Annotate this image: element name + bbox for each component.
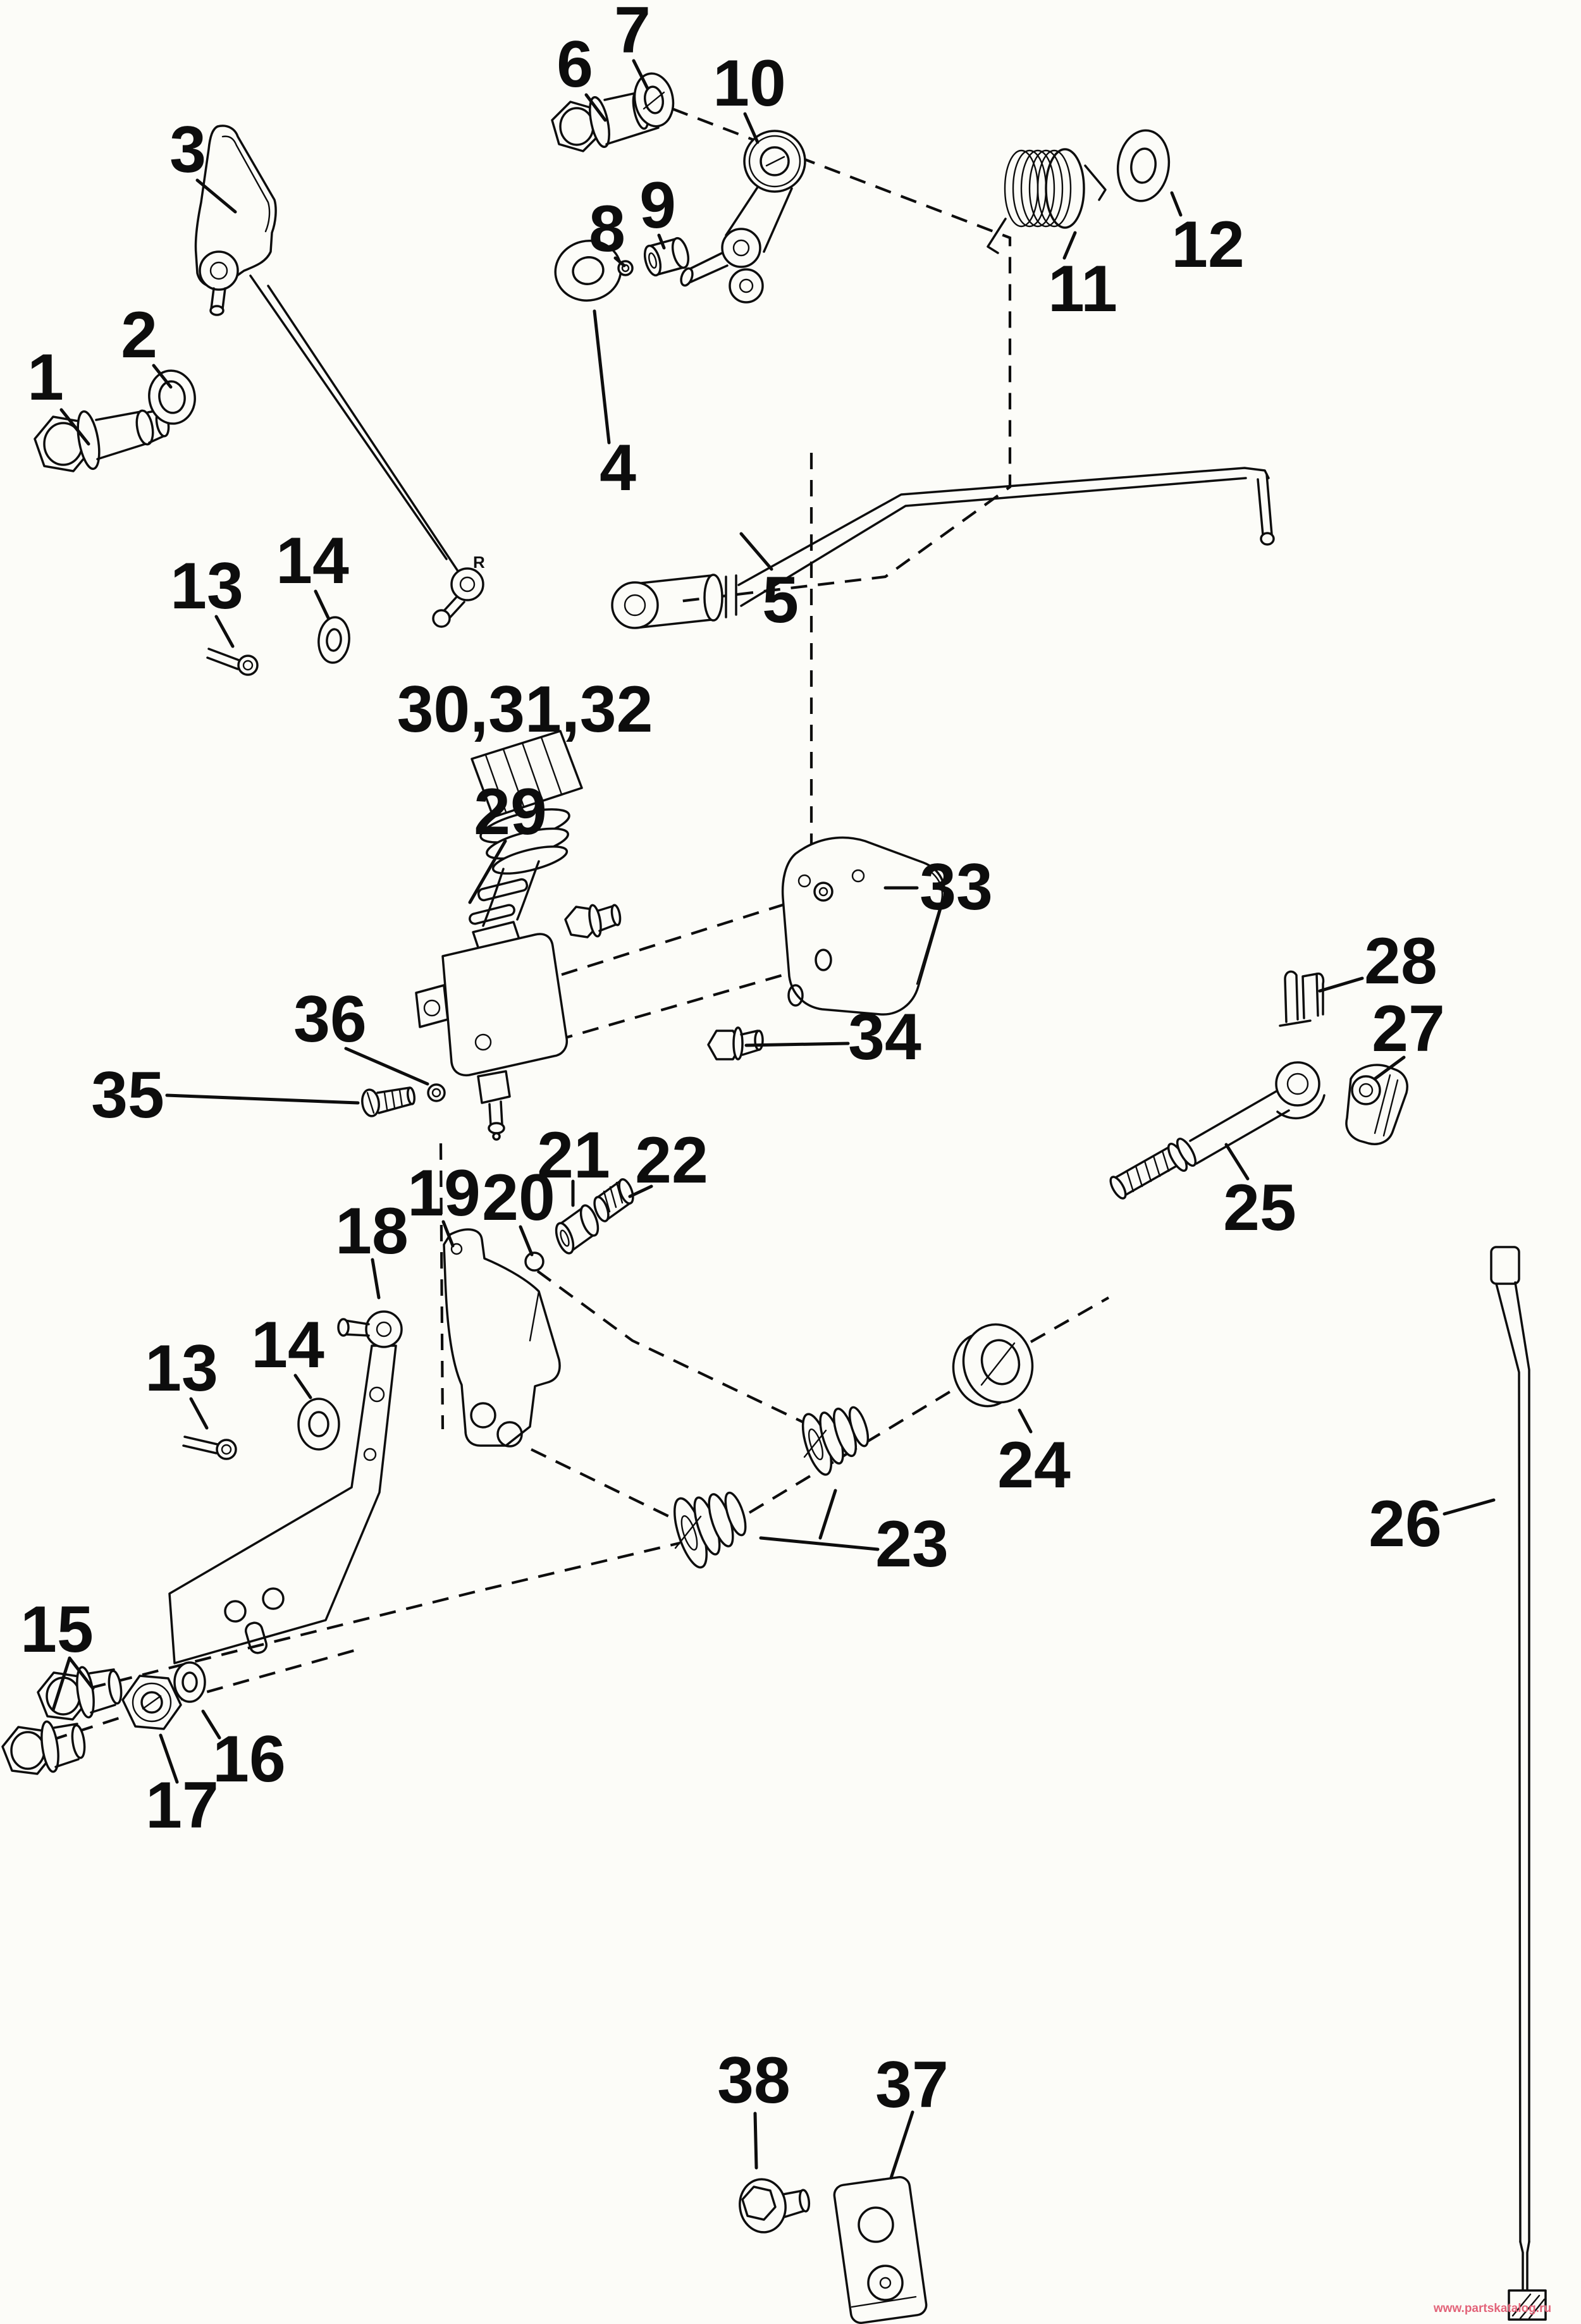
callout-13-lower: 13 [145, 1332, 218, 1405]
part-14-washer-lower [298, 1399, 339, 1449]
callout-5: 5 [762, 563, 799, 637]
callout-6: 6 [557, 28, 593, 101]
callout-18: 18 [335, 1195, 409, 1268]
part-36-washer [428, 1085, 445, 1101]
callout-30-31-32: 30,31,32 [397, 673, 653, 746]
watermark-text: www.partskatalog.ru [1433, 2302, 1552, 2315]
callout-3: 3 [169, 113, 206, 187]
callout-13-upper: 13 [170, 550, 243, 623]
callout-19: 19 [407, 1157, 481, 1230]
callout-11: 11 [1048, 252, 1117, 326]
callout-12: 12 [1171, 208, 1245, 281]
callout-34: 34 [848, 1000, 921, 1074]
callout-1: 1 [27, 341, 64, 414]
callout-16: 16 [212, 1723, 286, 1796]
callout-2: 2 [121, 298, 157, 372]
lever-letter-marking: R [473, 553, 485, 572]
callout-7: 7 [614, 0, 651, 67]
callout-10: 10 [713, 47, 786, 120]
callout-38: 38 [717, 2044, 790, 2117]
callout-21: 21 [537, 1119, 610, 1192]
callout-27: 27 [1372, 992, 1445, 1066]
callout-37: 37 [875, 2048, 949, 2122]
part-16-washer [175, 1663, 205, 1702]
callout-28: 28 [1364, 925, 1437, 998]
callout-33: 33 [920, 851, 993, 924]
callout-22: 22 [635, 1124, 708, 1197]
callout-24: 24 [997, 1429, 1071, 1502]
callout-15: 15 [20, 1593, 94, 1666]
callout-20: 20 [482, 1161, 555, 1234]
callout-4: 4 [600, 431, 636, 505]
callout-29: 29 [474, 775, 547, 849]
callout-36: 36 [293, 983, 367, 1056]
callout-14-upper: 14 [276, 524, 349, 598]
callout-25: 25 [1223, 1171, 1296, 1245]
callout-9: 9 [639, 169, 676, 242]
callout-23: 23 [875, 1508, 949, 1581]
callout-35: 35 [91, 1059, 164, 1132]
callout-14-lower: 14 [251, 1308, 324, 1382]
callout-17: 17 [145, 1769, 219, 1842]
callout-8: 8 [589, 192, 625, 266]
callout-26: 26 [1369, 1487, 1442, 1561]
